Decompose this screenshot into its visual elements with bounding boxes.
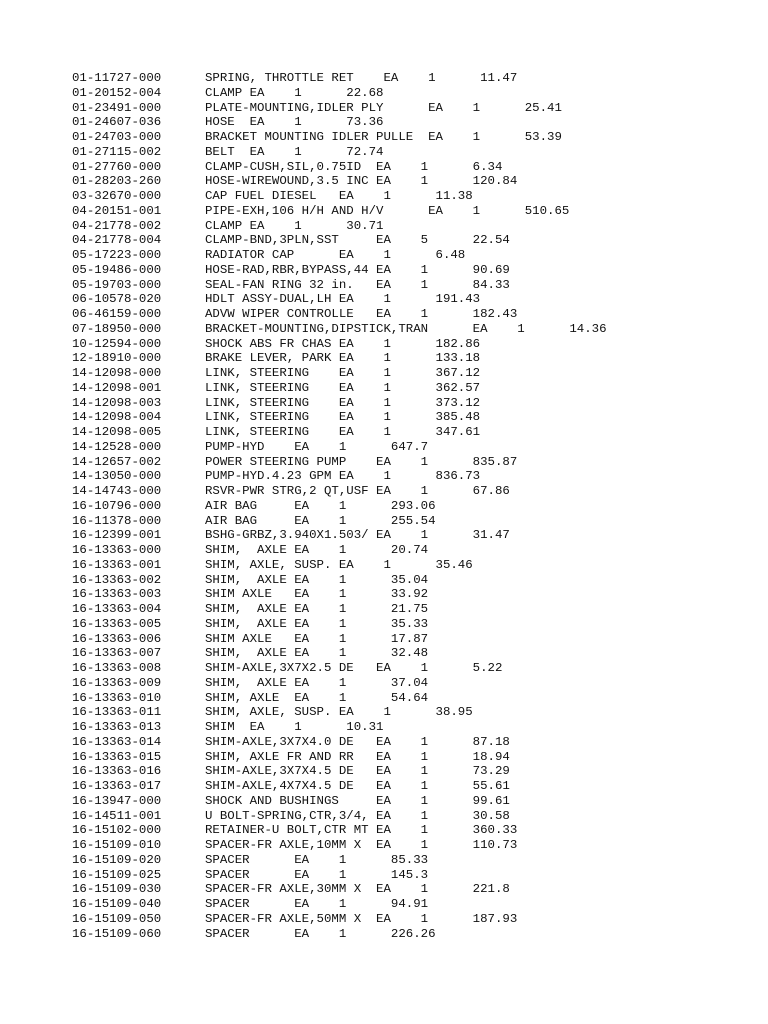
list-item: [72, 440, 762, 455]
item-description-line: SPACER EA 1 145.3: [205, 867, 429, 882]
list-item: [72, 897, 762, 912]
part-number: 14-12098-004: [72, 410, 162, 425]
list-item: [72, 71, 762, 86]
part-number: 06-10578-020: [72, 292, 162, 307]
item-description-line: SHIM, AXLE, SUSP. EA 1 35.46: [205, 557, 473, 572]
item-description-line: SPACER EA 1 85.33: [205, 852, 429, 867]
part-number: 14-14743-000: [72, 484, 162, 498]
part-number: 01-11727-000: [72, 71, 162, 85]
part-number: 01-27760-000: [72, 159, 162, 174]
list-item: [72, 720, 762, 735]
list-item: [72, 882, 762, 897]
item-description-line: BRACKET-MOUNTING,DIPSTICK,TRAN EA 1 14.36: [205, 321, 607, 336]
item-description-line: SPACER EA 1 226.26: [205, 926, 436, 941]
item-description-line: AIR BAG EA 1 293.06: [205, 498, 436, 513]
list-item: [72, 661, 762, 676]
list-item: [72, 248, 762, 263]
part-number: 01-24703-000: [72, 130, 162, 144]
item-description-line: SHIM, AXLE EA 1 54.64: [205, 690, 429, 705]
item-description-line: U BOLT-SPRING,CTR,3/4, EA 1 30.58: [205, 808, 510, 823]
part-number: 16-13363-014: [72, 734, 162, 749]
item-description-line: SPACER-FR AXLE,30MM X EA 1 221.8: [205, 882, 510, 897]
part-number: 04-20151-001: [72, 203, 162, 218]
item-description-line: LINK, STEERING EA 1 347.61: [205, 425, 481, 439]
item-description-line: PLATE-MOUNTING,IDLER PLY EA 1 25.41: [205, 100, 562, 115]
parts-list-document: [72, 71, 762, 941]
item-description-line: BSHG-GRBZ,3.940X1.503/ EA 1 31.47: [205, 528, 510, 543]
list-item: [72, 307, 762, 322]
item-description-line: PUMP-HYD EA 1 647.7: [205, 439, 429, 454]
part-number: 01-28203-260: [72, 174, 162, 189]
item-description-line: LINK, STEERING EA 1 385.48: [205, 410, 481, 425]
item-description-line: BELT EA 1 72.74: [205, 144, 384, 159]
list-item: [72, 381, 762, 396]
item-description-line: SHIM, AXLE EA 1 20.74: [205, 543, 429, 557]
part-number: 01-23491-000: [72, 100, 162, 115]
part-number: 04-21778-004: [72, 233, 162, 248]
item-description-line: SHIM AXLE EA 1 33.92: [205, 587, 429, 602]
part-number: 16-15109-020: [72, 852, 162, 867]
part-number: 16-13363-017: [72, 779, 162, 793]
list-item: [72, 794, 762, 809]
item-description-line: SHIM-AXLE,3X7X4.0 DE EA 1 87.18: [205, 734, 510, 749]
item-description-line: SHIM-AXLE,4X7X4.5 DE EA 1 55.61: [205, 779, 510, 793]
list-item: [72, 587, 762, 602]
list-item: [72, 868, 762, 883]
item-description-line: SHIM, AXLE FR AND RR EA 1 18.94: [205, 749, 510, 764]
list-item: [72, 101, 762, 116]
item-description-line: SHIM, AXLE EA 1 32.48: [205, 646, 429, 661]
item-description-line: PIPE-EXH,106 H/H AND H/V EA 1 510.65: [205, 203, 570, 218]
part-number: 16-13363-004: [72, 602, 162, 616]
part-number: 16-13363-000: [72, 543, 162, 557]
list-item: [72, 750, 762, 765]
part-number: 16-15109-025: [72, 867, 162, 882]
part-number: 16-10796-000: [72, 498, 162, 513]
item-description-line: RETAINER-U BOLT,CTR MT EA 1 360.33: [205, 823, 518, 838]
part-number: 16-15102-000: [72, 823, 162, 838]
part-number: 16-13363-001: [72, 557, 162, 572]
item-description-line: BRAKE LEVER, PARK EA 1 133.18: [205, 351, 481, 366]
list-item: [72, 809, 762, 824]
part-number: 14-13050-000: [72, 469, 162, 484]
item-description-line: CLAMP-CUSH,SIL,0.75ID EA 1 6.34: [205, 159, 503, 174]
list-item: [72, 351, 762, 366]
item-description-line: CLAMP EA 1 22.68: [205, 85, 384, 100]
list-item: [72, 484, 762, 499]
list-item: [72, 779, 762, 794]
part-number: 12-18910-000: [72, 351, 162, 366]
part-number: 16-11378-000: [72, 513, 162, 528]
list-item: [72, 499, 762, 514]
part-number: 16-13363-007: [72, 646, 162, 661]
part-number: 16-12399-001: [72, 528, 162, 543]
list-item: [72, 425, 762, 440]
item-description-line: HOSE-RAD,RBR,BYPASS,44 EA 1 90.69: [205, 262, 510, 277]
list-item: [72, 764, 762, 779]
part-number: 16-13363-011: [72, 705, 162, 720]
list-item: [72, 632, 762, 647]
list-item: [72, 514, 762, 529]
part-number: 16-13363-003: [72, 587, 162, 602]
part-number: 16-13363-015: [72, 749, 162, 764]
part-number: 16-15109-030: [72, 882, 162, 897]
list-item: [72, 233, 762, 248]
part-number: 16-13363-005: [72, 616, 162, 631]
list-item: [72, 691, 762, 706]
item-description-line: CLAMP-BND,3PLN,SST EA 5 22.54: [205, 233, 510, 248]
list-item: [72, 646, 762, 661]
part-number: 05-17223-000: [72, 248, 162, 262]
list-item: [72, 617, 762, 632]
part-number: 16-13363-009: [72, 675, 162, 690]
list-item: [72, 337, 762, 352]
part-number: 14-12098-000: [72, 366, 162, 380]
item-description-line: RADIATOR CAP EA 1 6.48: [205, 248, 466, 262]
part-number: 10-12594-000: [72, 336, 162, 351]
item-description-line: SHIM, AXLE, SUSP. EA 1 38.95: [205, 705, 473, 720]
part-number: 05-19486-000: [72, 262, 162, 277]
list-item: [72, 322, 762, 337]
item-description-line: RSVR-PWR STRG,2 QT,USF EA 1 67.86: [205, 484, 510, 498]
list-item: [72, 912, 762, 927]
item-description-line: CLAMP EA 1 30.71: [205, 218, 384, 233]
part-number: 01-24607-036: [72, 115, 162, 130]
list-item: [72, 396, 762, 411]
part-number: 14-12098-001: [72, 380, 162, 395]
item-description-line: LINK, STEERING EA 1 362.57: [205, 380, 481, 395]
list-item: [72, 292, 762, 307]
list-item: [72, 263, 762, 278]
list-item: [72, 130, 762, 145]
part-number: 14-12657-002: [72, 454, 162, 469]
part-number: 16-15109-010: [72, 838, 162, 852]
part-number: 04-21778-002: [72, 218, 162, 233]
list-item: [72, 219, 762, 234]
list-item: [72, 838, 762, 853]
part-number: 01-20152-004: [72, 85, 162, 100]
list-item: [72, 278, 762, 293]
part-number: 07-18950-000: [72, 321, 162, 336]
item-description-line: SPACER EA 1 94.91: [205, 897, 429, 911]
list-item: [72, 602, 762, 617]
item-description-line: POWER STEERING PUMP EA 1 835.87: [205, 454, 518, 469]
part-number: 05-19703-000: [72, 277, 162, 292]
item-description-line: SHIM EA 1 10.31: [205, 720, 384, 734]
list-item: [72, 543, 762, 558]
list-item: [72, 204, 762, 219]
part-number: 16-13363-006: [72, 631, 162, 646]
list-item: [72, 174, 762, 189]
item-description-line: SHOCK AND BUSHINGS EA 1 99.61: [205, 793, 510, 808]
list-item: [72, 86, 762, 101]
item-description-line: SEAL-FAN RING 32 in. EA 1 84.33: [205, 277, 510, 292]
item-description-line: SPRING, THROTTLE RET EA 1 11.47: [205, 71, 518, 85]
part-number: 16-13363-008: [72, 661, 162, 675]
list-item: [72, 823, 762, 838]
item-description-line: SHIM-AXLE,3X7X4.5 DE EA 1 73.29: [205, 764, 510, 779]
item-description-line: SHIM, AXLE EA 1 35.04: [205, 572, 429, 587]
list-item: [72, 366, 762, 381]
list-item: [72, 705, 762, 720]
item-description-line: SPACER-FR AXLE,50MM X EA 1 187.93: [205, 911, 518, 926]
list-item: [72, 455, 762, 470]
part-number: 16-13363-002: [72, 572, 162, 587]
part-number: 16-15109-050: [72, 911, 162, 926]
part-number: 03-32670-000: [72, 189, 162, 203]
item-description-line: ADVW WIPER CONTROLLE EA 1 182.43: [205, 307, 518, 321]
item-description-line: PUMP-HYD.4.23 GPM EA 1 836.73: [205, 469, 481, 484]
list-item: [72, 145, 762, 160]
list-item: [72, 573, 762, 588]
part-number: 16-13363-010: [72, 690, 162, 705]
item-description-line: SHIM AXLE EA 1 17.87: [205, 631, 429, 646]
part-number: 06-46159-000: [72, 307, 162, 321]
part-number: 16-13363-016: [72, 764, 162, 779]
part-number: 16-13947-000: [72, 793, 162, 808]
list-item: [72, 160, 762, 175]
list-item: [72, 115, 762, 130]
list-item: [72, 189, 762, 204]
list-item: [72, 469, 762, 484]
item-description-line: SHIM, AXLE EA 1 21.75: [205, 602, 429, 616]
item-description-line: SHOCK ABS FR CHAS EA 1 182.86: [205, 336, 481, 351]
list-item: [72, 927, 762, 942]
item-description-line: SHIM, AXLE EA 1 35.33: [205, 616, 429, 631]
list-item: [72, 676, 762, 691]
item-description-line: BRACKET MOUNTING IDLER PULLE EA 1 53.39: [205, 130, 562, 144]
item-description-line: LINK, STEERING EA 1 367.12: [205, 366, 481, 380]
part-number: 01-27115-002: [72, 144, 162, 159]
list-item: [72, 853, 762, 868]
list-item: [72, 410, 762, 425]
list-item: [72, 528, 762, 543]
part-number: 16-13363-013: [72, 720, 162, 734]
part-number: 14-12098-003: [72, 395, 162, 410]
part-number: 14-12528-000: [72, 439, 162, 454]
item-description-line: HOSE-WIREWOUND,3.5 INC EA 1 120.84: [205, 174, 518, 189]
item-description-line: SPACER-FR AXLE,10MM X EA 1 110.73: [205, 838, 518, 852]
part-number: 16-14511-001: [72, 808, 162, 823]
item-description-line: HDLT ASSY-DUAL,LH EA 1 191.43: [205, 292, 481, 307]
list-item: [72, 735, 762, 750]
item-description-line: AIR BAG EA 1 255.54: [205, 513, 436, 528]
item-description-line: HOSE EA 1 73.36: [205, 115, 384, 130]
part-number: 16-15109-040: [72, 897, 162, 911]
item-description-line: CAP FUEL DIESEL EA 1 11.38: [205, 189, 473, 203]
part-number: 14-12098-005: [72, 425, 162, 439]
list-item: [72, 558, 762, 573]
item-description-line: SHIM-AXLE,3X7X2.5 DE EA 1 5.22: [205, 661, 503, 675]
part-number: 16-15109-060: [72, 926, 162, 941]
item-description-line: LINK, STEERING EA 1 373.12: [205, 395, 481, 410]
item-description-line: SHIM, AXLE EA 1 37.04: [205, 675, 429, 690]
